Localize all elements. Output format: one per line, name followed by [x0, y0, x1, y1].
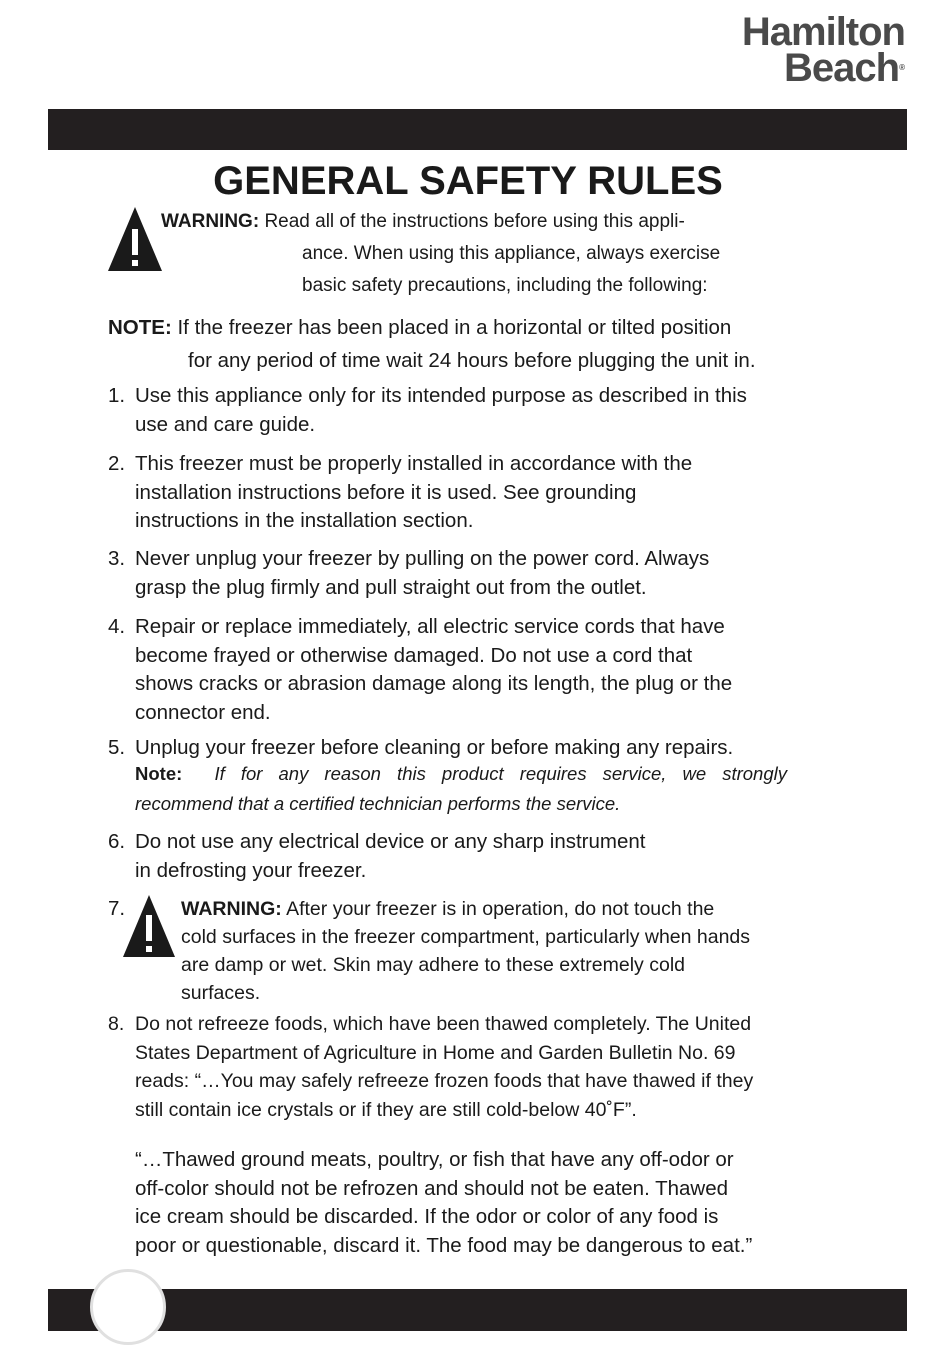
- item-line: surfaces.: [181, 982, 261, 1004]
- item-number: 7.: [108, 897, 126, 920]
- item-line: use and care guide.: [135, 412, 316, 436]
- item-line: Do not refreeze foods, which have been thawed completely. The United: [135, 1013, 752, 1035]
- quote-block: [135, 1146, 752, 1260]
- item-line: are damp or wet. Skin may adhere to these extremely cold: [181, 954, 685, 976]
- item-line: Never unplug your freezer by pulling on the power cord. Always: [135, 547, 710, 570]
- item-line: become frayed or otherwise damaged. Do not use a cord that: [135, 643, 693, 667]
- page-number-circle: [90, 1269, 166, 1345]
- warning-line-3: basic safety precautions, including the following:: [302, 275, 708, 296]
- item-7-body: [181, 895, 750, 1007]
- item-line: cold surfaces in the freezer compartment, particularly when hands: [181, 926, 751, 948]
- list-item-5: [108, 734, 787, 819]
- item-line: grasp the plug firmly and pull straight out from the outlet.: [135, 575, 647, 599]
- brand-line-1: Hamilton: [741, 10, 905, 54]
- item-line: reads: “…You may safely refreeze frozen foods that have thawed if they: [135, 1070, 754, 1092]
- note-line-2: for any period of time wait 24 hours before plugging the unit in.: [188, 349, 756, 372]
- list-item-8: [108, 1010, 753, 1124]
- warning-line-2: ance. When using this appliance, always exercise: [302, 243, 721, 264]
- item-note-line-1: [135, 759, 787, 789]
- list-item-4: [108, 613, 732, 727]
- quote-line: off-color should not be refrozen and should not be eaten. Thawed: [135, 1176, 729, 1200]
- quote-line: “…Thawed ground meats, poultry, or fish that have any off-odor or: [135, 1148, 734, 1171]
- item-line: Do not use any electrical device or any sharp instrument: [135, 830, 646, 853]
- item-number: 1.: [108, 384, 126, 407]
- header-bar: [48, 109, 907, 150]
- footer-bar: [48, 1289, 907, 1331]
- quote-line: poor or questionable, discard it. The food may be dangerous to eat.”: [135, 1233, 753, 1257]
- item-line: This freezer must be properly installed in accordance with the: [135, 452, 693, 475]
- warning-text-1: Read all of the instructions before using this appli-: [264, 211, 685, 232]
- list-item-2: [108, 450, 692, 536]
- item-note-label: Note:: [135, 762, 183, 784]
- item-line: Repair or replace immediately, all electric service cords that have: [135, 615, 725, 638]
- list-item-1: [108, 382, 850, 439]
- brand-line-2: Beach: [784, 46, 900, 90]
- item-line: After your freezer is in operation, do not touch the: [286, 898, 715, 920]
- item-number: 4.: [108, 615, 126, 638]
- page-title: GENERAL SAFETY RULES: [213, 159, 723, 203]
- quote-line: ice cream should be discarded. If the odor or color of any food is: [135, 1205, 719, 1228]
- item-number: 5.: [108, 736, 126, 759]
- item-note-text-1: If for any reason this product requires service, we strongly: [214, 762, 787, 784]
- list-item-6: [108, 828, 645, 885]
- item-number: 2.: [108, 452, 126, 475]
- note-line-1: If the freezer has been placed in a horizontal or tilted position: [177, 316, 732, 339]
- item-line: Use this appliance only for its intended purpose as described in this: [135, 384, 747, 407]
- item-line: States Department of Agriculture in Home and Garden Bulletin No. 69: [135, 1041, 736, 1064]
- list-item-3: [108, 545, 709, 602]
- warning-icon: [121, 893, 177, 959]
- registered-mark: ®: [899, 63, 905, 72]
- item-line: instructions in the installation section.: [135, 509, 474, 532]
- item-number: 8.: [108, 1013, 125, 1035]
- item-line: installation instructions before it is used. See grounding: [135, 480, 637, 504]
- item-7-warning-label: WARNING:: [181, 898, 282, 920]
- item-number: 3.: [108, 547, 126, 570]
- item-line: still contain ice crystals or if they are still cold-below 40˚F”.: [135, 1098, 637, 1121]
- item-number: 6.: [108, 830, 126, 853]
- note-block: [108, 311, 868, 377]
- note-label: NOTE:: [108, 316, 172, 339]
- item-line: Unplug your freezer before cleaning or before making any repairs.: [135, 736, 734, 759]
- item-line: in defrosting your freezer.: [135, 858, 367, 882]
- warning-icon: [106, 205, 164, 273]
- item-line: connector end.: [135, 700, 271, 724]
- warning-line-1: [161, 206, 813, 238]
- brand-logo: [741, 10, 905, 90]
- warning-label: WARNING:: [161, 211, 260, 232]
- item-line: shows cracks or abrasion damage along its length, the plug or the: [135, 672, 733, 695]
- item-note-line-2: recommend that a certified technician performs the service.: [135, 792, 621, 814]
